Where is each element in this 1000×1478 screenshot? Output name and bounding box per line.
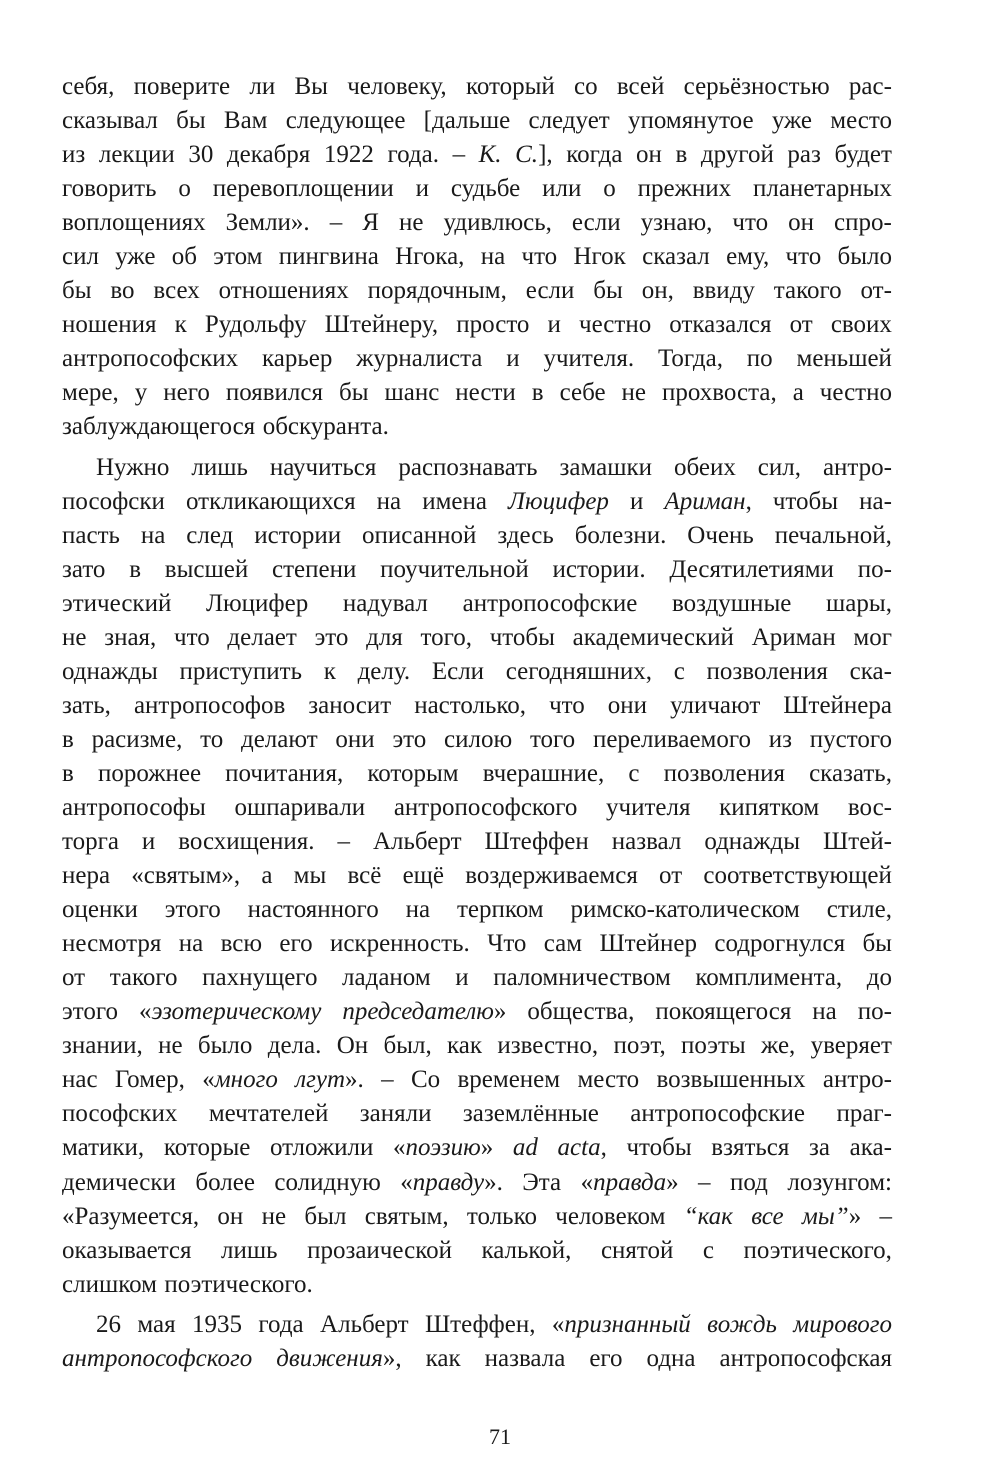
text-line: ношения к Рудольфу Штейнеру, просто и честно отказался от своих: [62, 311, 892, 339]
text-line: несмотря на всю его искренность. Что сам Штейнер содрогнулся бы: [62, 930, 892, 958]
text-line: не зная, что делает это для того, чтобы академический Ариман мог: [62, 623, 892, 651]
text-line: из лекции 30 декабря 1922 года. – К. С.], когда он в другой раз будет: [62, 141, 892, 169]
text-line: «Разумеется, он не был святым, только человеком “как все мы”» –: [62, 1202, 892, 1230]
page-number: 71: [489, 1424, 511, 1449]
text-line: зато в высшей степени поучительной истории. Десятилетиями по-: [62, 555, 892, 583]
text-line: антропософского движения», как назвала его одна антропософская: [62, 1344, 892, 1372]
text-line: пософских мечтателей заняли заземлённые антропософские праг-: [62, 1100, 892, 1128]
paragraph: [62, 70, 892, 445]
text-line: сил уже об этом пингвина Нгока, на что Нгок сказал ему, что было: [62, 243, 892, 271]
text-line: пасть на след истории описанной здесь болезни. Очень печальной,: [62, 521, 892, 549]
text-line: заблуждающегося обскуранта.: [62, 413, 389, 441]
text-line: зать, антропософов заносит настолько, что они уличают Штейнера: [62, 691, 892, 719]
text-line: в расизме, то делают они это силою того переливаемого из пустого: [62, 725, 892, 753]
text-line: воплощениях Земли». – Я не удивлюсь, если узнаю, что он спро-: [62, 209, 892, 237]
text-line: матики, которые отложили «поэзию» ad acta, чтобы взяться за ака-: [62, 1134, 892, 1162]
text-line: однажды приступить к делу. Если сегодняшних, с позволения ска-: [62, 657, 892, 685]
text-line: бы во всех отношениях порядочным, если бы он, ввиду такого от-: [62, 277, 892, 305]
text-line: торга и восхищения. – Альберт Штеффен назвал однажды Штей-: [62, 828, 892, 856]
text-line: этический Люцифер надувал антропософские воздушные шары,: [62, 589, 892, 617]
text-line: мере, у него появился бы шанс нести в себе не прохвоста, а честно: [62, 379, 892, 407]
text-line: слишком поэтического.: [62, 1270, 313, 1298]
text-line: 26 мая 1935 года Альберт Штеффен, «признанный вождь мирового: [96, 1310, 892, 1338]
text-line: нас Гомер, «много лгут». – Со временем место возвышенных антро-: [62, 1066, 892, 1094]
text-line: знании, не было дела. Он был, как известно, поэт, поэты же, уверяет: [62, 1032, 892, 1060]
body-text: [62, 70, 892, 1376]
paragraph: [62, 451, 892, 1302]
text-line: антропософских карьер журналиста и учителя. Тогда, по меньшей: [62, 345, 892, 373]
text-line: говорить о перевоплощении и судьбе или о прежних планетарных: [62, 175, 892, 203]
text-line: пософски откликающихся на имена Люцифер и Ариман, чтобы на-: [62, 487, 892, 515]
text-line: демически более солидную «правду». Эта «правда» – под лозунгом:: [62, 1168, 892, 1196]
text-line: оценки этого настоянного на терпком римско-католическом стиле,: [62, 896, 892, 924]
text-line: Нужно лишь научиться распознавать замашки обеих сил, антро-: [96, 453, 892, 481]
text-line: нера «святым», а мы всё ещё воздерживаемся от соответствующей: [62, 862, 892, 890]
text-line: этого «эзотерическому председателю» общества, покоящегося на по-: [62, 998, 892, 1026]
text-line: в порожнее почитания, которым вчерашние, с позволения сказать,: [62, 759, 892, 787]
paragraph: [62, 1308, 892, 1376]
text-line: антропософы ошпаривали антропософского учителя кипятком вос-: [62, 793, 892, 821]
text-line: оказывается лишь прозаической калькой, снятой с поэтического,: [62, 1236, 892, 1264]
text-line: сказывал бы Вам следующее [дальше следует упомянутое уже место: [62, 107, 892, 135]
text-line: от такого пахнущего ладаном и паломничеством комплимента, до: [62, 964, 892, 992]
text-line: себя, поверите ли Вы человеку, который со всей серьёзностью рас-: [62, 73, 892, 100]
